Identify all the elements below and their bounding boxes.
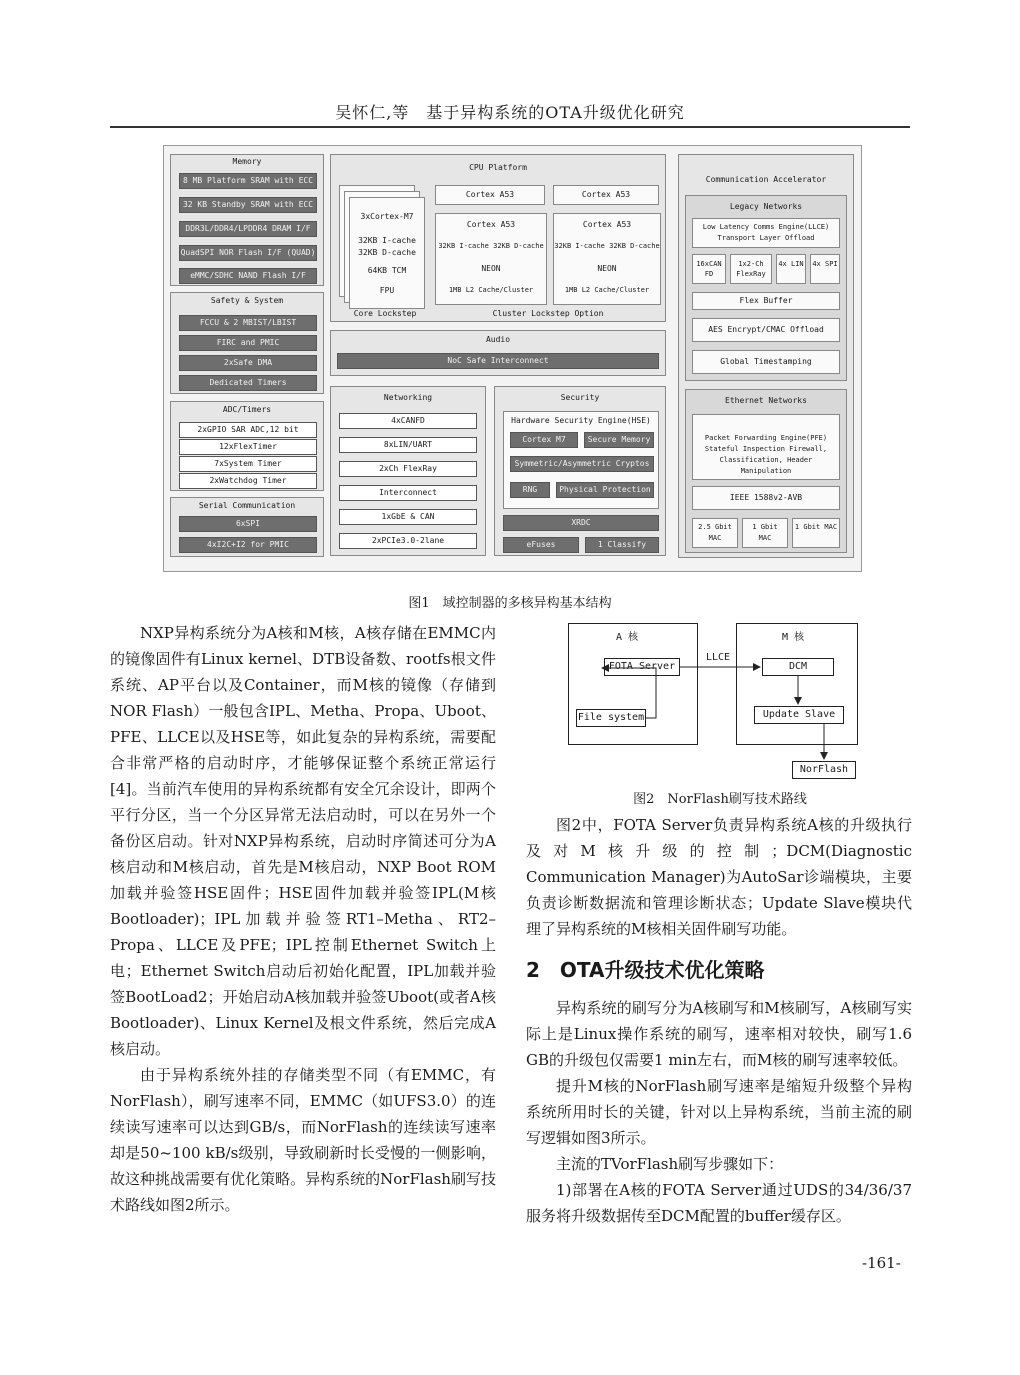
mac-label: 1 Gbit MAC xyxy=(752,523,778,542)
networking-item: 2xPCIe3.0-2lane xyxy=(339,533,477,549)
m7-cluster xyxy=(349,197,425,309)
adc-item: 2xWatchdog Timer xyxy=(179,473,317,489)
interconnect-group xyxy=(330,330,666,376)
flex-buffer-label: Flex Buffer xyxy=(739,296,793,305)
networking-item: Interconnect xyxy=(339,485,477,501)
safety-item: FIRC and PMIC xyxy=(179,335,317,351)
networking-item: 2xCh FlexRay xyxy=(339,461,477,477)
m-core-label: M 核 xyxy=(782,632,805,643)
adc-item: 7xSystem Timer xyxy=(179,456,317,472)
security-item: 1 Classify xyxy=(585,537,659,553)
m7-title: 3xCortex-M7 xyxy=(360,212,414,221)
adc-item: 2xGPIO SAR ADC,12 bit xyxy=(179,422,317,438)
comm-accelerator-group xyxy=(678,154,854,558)
networking-item: 8xLIN/UART xyxy=(339,437,477,453)
a53-cache: 32KB I-cache 32KB D-cache xyxy=(554,242,660,250)
safety-title: Safety & System xyxy=(210,296,284,305)
comm-title: Communication Accelerator xyxy=(705,175,827,184)
pfe-label: Packet Forwarding Engine(PFE) Stateful Inspection Firewall, Classification, Header Manipulation xyxy=(704,434,828,475)
safety-item: Dedicated Timers xyxy=(179,375,317,391)
memory-item: 8 MB Platform SRAM with ECC xyxy=(179,173,317,189)
hse-item: RNG xyxy=(510,482,550,498)
aes-label: AES Encrypt/CMAC Offload xyxy=(708,325,824,334)
m7-item: 64KB TCM xyxy=(367,266,407,275)
security-group xyxy=(494,386,666,556)
right-column-continued xyxy=(526,995,912,1229)
cluster-lockstep-label: Cluster Lockstep Option xyxy=(492,309,604,318)
body-paragraph: 主流的TVorFlash刷写步骤如下： xyxy=(556,1155,784,1173)
file-system-box: File system xyxy=(576,709,646,727)
mac-cell xyxy=(692,518,738,548)
a53-core-card xyxy=(553,185,659,205)
mac-cell xyxy=(742,518,788,548)
pfe-block xyxy=(692,414,840,480)
fs-to-fota-arrow xyxy=(602,668,656,718)
a53-l2: 1MB L2 Cache/Cluster xyxy=(448,286,534,294)
networking-title: Networking xyxy=(383,393,433,402)
adc-group xyxy=(170,401,324,491)
cpu-platform-group xyxy=(330,154,666,322)
serial-title: Serial Communication xyxy=(198,501,296,510)
right-column xyxy=(526,812,912,942)
hse-item: Symmetric/Asymmetric Cryptos xyxy=(510,456,654,472)
a53-label: Cortex A53 xyxy=(465,190,515,199)
fota-server-box: FOTA Server xyxy=(604,658,680,676)
body-paragraph: 图2中，FOTA Server负责异构系统A核的升级执行及对M核升级的控制；DCM(Diagnostic Communication Manager)为AutoSar诊端模块，主要负责诊断数据流和管理诊断状态；Update Slave模块代理了异构系统的M核相关固件刷写功能。 xyxy=(526,816,912,938)
serial-group xyxy=(170,497,324,557)
networking-group xyxy=(330,386,486,556)
m7-item: 32KB I-cache xyxy=(358,236,416,245)
core-lockstep-label: Core Lockstep xyxy=(353,309,417,318)
llce-label: Low Latency Comms Engine(LLCE) Transport Layer Offload xyxy=(702,223,830,242)
legacy-cell-label: 4x SPI xyxy=(812,260,838,268)
figure-2-caption: 图2 NorFlash刷写技术路线 xyxy=(633,792,807,807)
body-paragraph: NXP异构系统分为A核和M核，A核存储在EMMC内的镜像固件有Linux kernel、DTB设备数、rootfs根文件系统、AP平台以及Container，而M核的镜像（存储到NOR Flash）一般包含IPL、Metha、Propa、Uboot、PFE、LLCE以及HSE等，如此复杂的异构系统，需要配合非常严格的启动时序，才能够保证整个系统正常运行[4]。当前汽车使用的异构系统都有安全冗余设计，即两个平行分区，当一个分区异常无法启动时，可以在另外一个备份区启动。针对NXP异构系统，启动时序简述可分为A核启动和M核启动，首先是M核启动，NXP Boot ROM加载并验签HSE固件；HSE固件加载并验签IPL(M核Bootloader)；IPL加载并验签RT1–Metha、RT2–Propa、LLCE及PFE；IPL控制Ethernet Switch上电；Ethernet Switch启动后初始化配置，IPL加载并验签BootLoad2；开始启动A核加载并验签Uboot(或者A核Bootloader)、Linux Kernel及根文件系统，然后完成A核启动。 xyxy=(110,624,496,1058)
memory-item: QuadSPI NOR Flash I/F (QUAD) xyxy=(179,245,317,261)
a53-core-card xyxy=(435,185,545,205)
safety-item: FCCU & 2 MBIST/LBIST xyxy=(179,315,317,331)
m7-item: FPU xyxy=(379,286,395,295)
mac-label: 2.5 Gbit MAC xyxy=(698,523,732,542)
legacy-cell-label: 1x2-Ch FlexRay xyxy=(736,260,766,278)
legacy-cell-label: 16xCAN FD xyxy=(696,260,722,278)
safety-item: 2xSafe DMA xyxy=(179,355,317,371)
link-label: LLCE xyxy=(706,652,731,663)
memory-item: DDR3L/DDR4/LPDDR4 DRAM I/F xyxy=(179,221,317,237)
ieee-label: IEEE 1588v2-AVB xyxy=(729,493,803,502)
ethernet-title: Ethernet Networks xyxy=(725,396,807,405)
memory-item: 32 KB Standby SRAM with ECC xyxy=(179,197,317,213)
platform-title: CPU Platform xyxy=(469,163,527,172)
section-heading: 2 OTA升级技术优化策略 xyxy=(526,958,765,982)
adc-title: ADC/Timers xyxy=(222,405,272,414)
a53-label: Cortex A53 xyxy=(582,220,632,229)
interconnect-title: Audio xyxy=(485,335,511,344)
body-paragraph: 由于异构系统外挂的存储类型不同（有EMMC，有NorFlash），刷写速率不同，EMMC（如UFS3.0）的连续读写速率可以达到GB/s，而NorFlash的连续读写速率却是50~100 kB/s级别，导致刷新时长受慢的一侧影响，故这种挑战需要有优化策略。异构系统的NorFlash刷写技术路线如图2所示。 xyxy=(110,1066,496,1214)
aes-block xyxy=(692,318,840,342)
a53-label: Cortex A53 xyxy=(466,220,516,229)
legacy-title: Legacy Networks xyxy=(729,202,803,211)
safety-group xyxy=(170,292,324,394)
figure-2-diagram xyxy=(560,620,870,782)
norflash-box: NorFlash xyxy=(792,761,856,779)
mac-cell xyxy=(792,518,840,548)
timestamp-label: Global Timestamping xyxy=(720,357,812,366)
memory-item: eMMC/SDHC NAND Flash I/F xyxy=(179,268,317,284)
mac-label: 1 Gbit MAC xyxy=(794,523,838,531)
memory-title: Memory xyxy=(232,157,262,166)
figure-2-connectors xyxy=(560,620,870,782)
figure-1-caption: 图1 域控制器的多核异构基本结构 xyxy=(408,596,612,611)
legacy-cell xyxy=(810,254,840,284)
networking-item: 4xCANFD xyxy=(339,413,477,429)
serial-item: 6xSPI xyxy=(179,516,317,532)
body-paragraph: 提升M核的NorFlash刷写速率是缩短升级整个异构系统所用时长的关键，针对以上异构系统，当前主流的刷写逻辑如图3所示。 xyxy=(526,1077,912,1147)
security-title: Security xyxy=(560,393,600,402)
header-rule xyxy=(110,126,910,128)
hse-item: Cortex M7 xyxy=(510,432,578,448)
legacy-networks-group xyxy=(685,195,847,381)
left-column xyxy=(110,620,496,1218)
a53-cluster-left xyxy=(435,213,547,305)
networking-item: 1xGbE & CAN xyxy=(339,509,477,525)
a53-cluster-right xyxy=(553,213,661,305)
ethernet-networks-group xyxy=(685,389,847,553)
noc-bar: NoC Safe Interconnect xyxy=(337,353,659,369)
update-slave-box: Update Slave xyxy=(754,706,844,724)
legacy-cell xyxy=(730,254,772,284)
xrdc-bar: XRDC xyxy=(503,515,659,531)
a53-neon: NEON xyxy=(597,264,617,273)
hse-title: Hardware Security Engine(HSE) xyxy=(511,416,651,425)
flex-buffer xyxy=(692,292,840,310)
body-paragraph: 1)部署在A核的FOTA Server通过UDS的34/36/37服务将升级数据传至DCM配置的buffer缓存区。 xyxy=(526,1181,912,1225)
serial-item: 4xI2C+I2 for PMIC xyxy=(179,537,317,553)
legacy-cell xyxy=(776,254,806,284)
a53-l2: 1MB L2 Cache/Cluster xyxy=(564,286,650,294)
hse-item: Secure Memory xyxy=(584,432,654,448)
legacy-cell-label: 4x LIN xyxy=(778,260,804,268)
memory-group xyxy=(170,154,324,286)
m7-item: 32KB D-cache xyxy=(358,248,416,257)
a53-cache: 32KB I-cache 32KB D-cache xyxy=(438,242,544,250)
dcm-box: DCM xyxy=(762,658,834,676)
timestamp-block xyxy=(692,350,840,374)
legacy-cell xyxy=(692,254,726,284)
a-core-label: A 核 xyxy=(616,632,639,643)
hse-item: Physical Protection xyxy=(556,482,654,498)
a53-label: Cortex A53 xyxy=(581,190,631,199)
body-paragraph: 异构系统的刷写分为A核刷写和M核刷写，A核刷写实际上是Linux操作系统的刷写，速率相对较快，刷写1.6 GB的升级包仅需要1 min左右，而M核的刷写速率较低。 xyxy=(526,999,912,1069)
page-number: -161- xyxy=(862,1254,901,1272)
llce-block xyxy=(692,218,840,248)
running-header: 吴怀仁,等 基于异构系统的OTA升级优化研究 xyxy=(335,103,685,122)
ieee-block xyxy=(692,486,840,510)
adc-item: 12xFlexTimer xyxy=(179,439,317,455)
a53-neon: NEON xyxy=(481,264,501,273)
figure-1-block-diagram xyxy=(163,145,862,572)
hse-block xyxy=(503,411,659,509)
security-item: eFuses xyxy=(503,537,579,553)
